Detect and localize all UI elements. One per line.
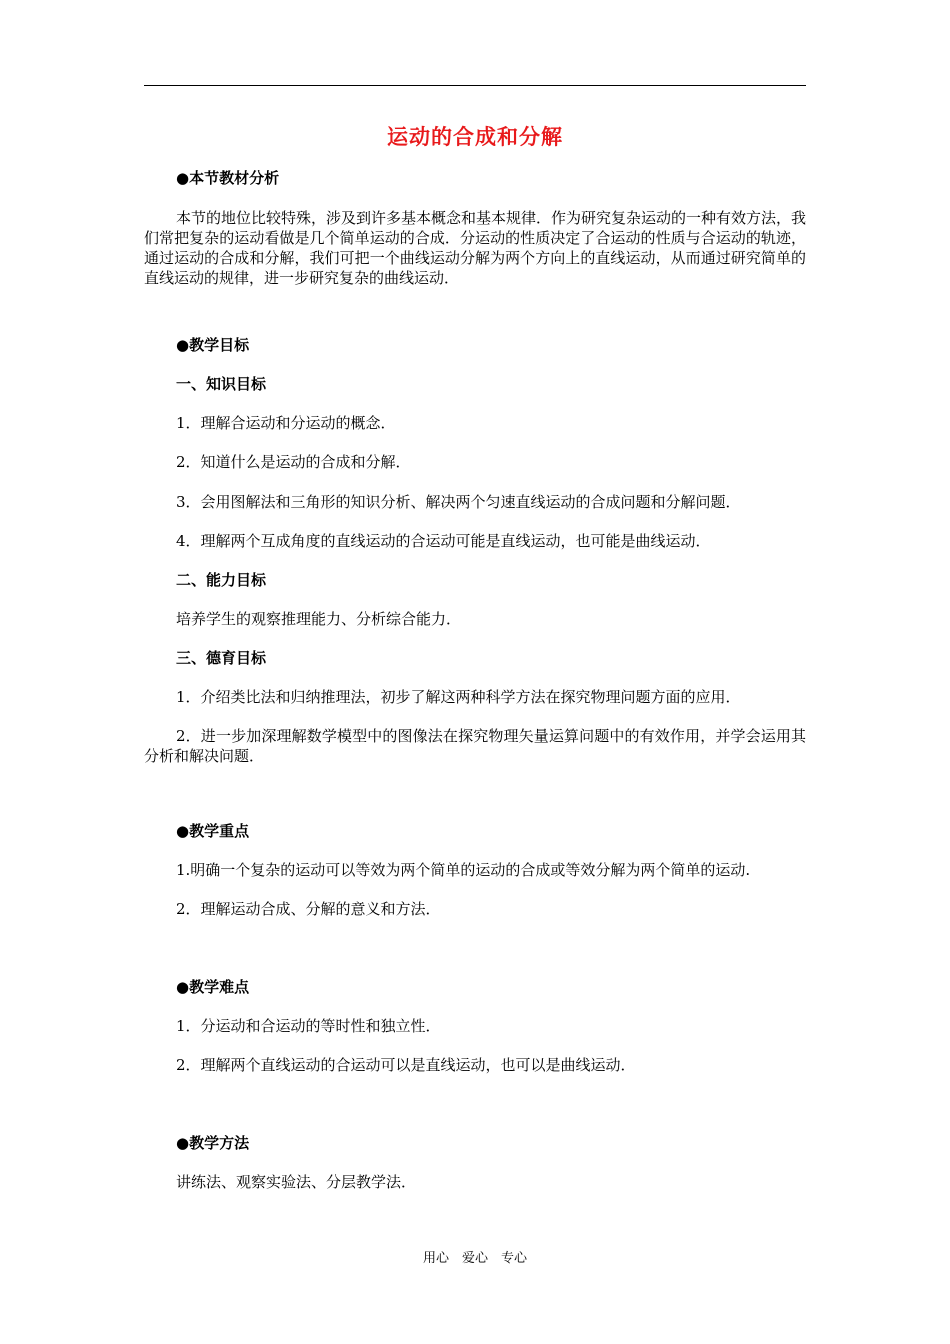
knowledge-item: 3．会用图解法和三角形的知识分析、解决两个匀速直线运动的合成问题和分解问题． xyxy=(176,493,741,511)
section-heading-objectives: ●教学目标 xyxy=(176,336,250,354)
knowledge-item: 2．知道什么是运动的合成和分解． xyxy=(176,453,411,471)
key-point-item: 1.明确一个复杂的运动可以等效为两个简单的运动的合成或等效分解为两个简单的运动. xyxy=(176,861,751,879)
section-heading-methods: ●教学方法 xyxy=(176,1134,250,1152)
section-heading-analysis: ●本节教材分析 xyxy=(176,169,280,187)
subheading-moral: 三、德育目标 xyxy=(176,649,267,667)
header-rule xyxy=(144,85,806,86)
key-point-item: 2．理解运动合成、分解的意义和方法． xyxy=(176,900,441,918)
moral-item: 2．进一步加深理解数学模型中的图像法在探究物理矢量运算问题中的有效作用，并学会运用其分析和解决问题． xyxy=(144,727,806,765)
difficulty-item: 2．理解两个直线运动的合运动可以是直线运动，也可以是曲线运动． xyxy=(176,1056,636,1074)
methods-text: 讲练法、观察实验法、分层教学法． xyxy=(176,1173,417,1191)
subheading-knowledge: 一、知识目标 xyxy=(176,375,267,393)
knowledge-item: 4．理解两个互成角度的直线运动的合运动可能是直线运动，也可能是曲线运动． xyxy=(176,532,711,550)
page-footer: 用心 爱心 专心 xyxy=(422,1251,527,1266)
section-heading-difficulties: ●教学难点 xyxy=(176,978,250,996)
analysis-paragraph: 本节的地位比较特殊，涉及到许多基本概念和基本规律．作为研究复杂运动的一种有效方法，我们常把复杂的运动看做是几个简单运动的合成．分运动的性质决定了合运动的性质与合运动的轨迹，通过运动的合成和分解，我们可把一个曲线运动分解为两个方向上的直线运动，从而通过研究简单的直线运动的规律，进一步研究复杂的曲线运动． xyxy=(144,209,807,287)
subheading-ability: 二、能力目标 xyxy=(176,571,267,589)
moral-item: 1．介绍类比法和归纳推理法，初步了解这两种科学方法在探究物理问题方面的应用． xyxy=(176,688,741,706)
ability-text: 培养学生的观察推理能力、分析综合能力． xyxy=(176,610,462,628)
knowledge-item: 1．理解合运动和分运动的概念． xyxy=(176,414,396,432)
section-heading-key-points: ●教学重点 xyxy=(176,822,250,840)
page-title: 运动的合成和分解 xyxy=(387,125,563,149)
difficulty-item: 1．分运动和合运动的等时性和独立性． xyxy=(176,1017,441,1035)
